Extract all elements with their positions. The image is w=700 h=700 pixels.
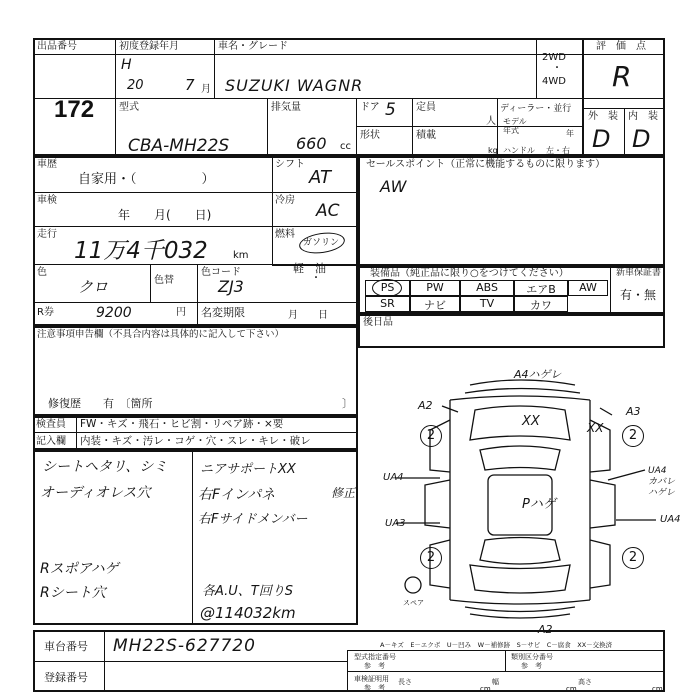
displacement-value: 660 — [296, 134, 327, 153]
diagram-mark-3: 2 — [426, 550, 436, 565]
warranty-value: 有・無 — [620, 288, 657, 302]
month-unit: 月 — [201, 84, 211, 95]
shape-label: 形状 — [360, 130, 380, 141]
capacity-label: 定員 — [416, 102, 436, 113]
equip-airbag-label: エアB — [526, 283, 556, 296]
diagram-top-note: A4ハゲレ — [514, 368, 562, 381]
color-code-value: ZJ3 — [218, 277, 244, 296]
diagram-xx-right: XX — [587, 421, 604, 435]
car-name-label: 車名・グレード — [218, 41, 288, 52]
handle-value: 左・右 — [546, 146, 570, 155]
diagram-mark-circle — [420, 425, 442, 447]
height-label: 高さ — [578, 678, 592, 686]
lot-number: 172 — [54, 96, 95, 123]
diagram-mark-2: 2 — [628, 428, 638, 443]
recycle-value: 9200 — [96, 305, 132, 321]
doors-label: ドア — [360, 102, 380, 113]
width-unit: cm — [566, 685, 577, 693]
color-change-label: 色替 — [154, 275, 174, 286]
interior-label: 内 装 — [628, 111, 658, 122]
diagram-mark-1: 2 — [426, 428, 436, 443]
note-line-3d: 修正 — [331, 486, 356, 500]
equip-aw-label: AW — [579, 281, 597, 294]
model-year-label: モデル 年式 — [503, 117, 527, 135]
inspection-label: 車検 — [37, 195, 57, 206]
handle-label: ハンドル — [503, 146, 535, 155]
first-registration-year: 20 — [127, 78, 144, 93]
inspector-legend-row1: FW・キズ・飛石・ヒビ割・リペア跡・×要 — [80, 418, 284, 430]
warranty-label: 新車保証書 — [616, 268, 662, 278]
inspection-value: 年 月( 日) — [118, 208, 212, 222]
shift-label: シフト — [275, 159, 305, 170]
category-label: 類別区分番号 — [511, 653, 553, 661]
grade-value: R — [612, 60, 632, 93]
note-line-2: オーディオレス穴 — [40, 485, 151, 501]
drive-4wd: 4WD — [542, 76, 566, 87]
dims-ref: 参 考 — [364, 684, 385, 692]
selling-points-value: AW — [380, 177, 407, 196]
length-label: 長さ — [398, 678, 412, 686]
mileage-unit: km — [233, 250, 249, 261]
diagram-a2-left: A2 — [418, 399, 433, 412]
note-line-5: Rシート穴 — [40, 585, 106, 601]
diagram-a2-bottom: A2 — [538, 623, 553, 636]
name-change-value: 月 日 — [288, 310, 328, 321]
note-line-4: Rスポアハゲ — [40, 561, 119, 577]
displacement-unit: cc — [340, 141, 351, 152]
equip-sr-label: SR — [380, 297, 395, 310]
fuel-diesel: 軽 油 — [293, 262, 326, 275]
inspector-legend-row2: 内装・キズ・汚レ・コゲ・穴・スレ・キレ・破レ — [80, 435, 311, 447]
diagram-roof-note: Pハゲ — [522, 497, 556, 512]
diagram-a3-right: A3 — [626, 405, 641, 418]
doors-value: 5 — [385, 100, 396, 120]
drive-dot: ・ — [552, 63, 562, 74]
drive-2wd: 2WD — [542, 52, 566, 63]
equip-navi-label: ナビ — [424, 299, 446, 312]
dims-label: 車検証明用 — [354, 675, 389, 683]
diagram-mark-circle — [420, 547, 442, 569]
grade-label: 評 価 点 — [596, 41, 646, 52]
car-name: SUZUKI WAGNR — [225, 76, 364, 95]
equip-tv-label: TV — [479, 297, 495, 310]
interior-grade: D — [632, 125, 651, 153]
lot-number-label: 出品番号 — [37, 41, 77, 52]
entry-label: 記入欄 — [36, 436, 66, 447]
damage-legend: A－キズ E－エクボ U－凹み W－補修跡 S－サビ C－腐食 XX－交換済 — [380, 641, 613, 649]
equip-leather-label: カワ — [530, 299, 552, 312]
diagram-mark-4: 2 — [628, 550, 638, 565]
mileage-label: 走行 — [37, 229, 57, 240]
name-change-label: 名変期限 — [201, 306, 245, 319]
mileage-value: 11万4千032 — [74, 238, 208, 264]
model-cert-ref: 参 考 — [364, 662, 385, 670]
note-line-1: シートヘタリ、シミ — [42, 459, 168, 475]
note-line-3c: 右Fサイドメンバー — [198, 512, 308, 527]
fuel-gasoline: ガソリン — [303, 238, 340, 248]
load-unit: kg — [488, 146, 498, 155]
note-line-3a: ニアサポートXX — [200, 462, 296, 477]
diagram-xx-front: XX — [522, 414, 540, 429]
registration-label: 登録番号 — [44, 671, 88, 684]
category-ref: 参 考 — [521, 662, 542, 670]
width-label: 幅 — [492, 678, 499, 686]
history-label: 車歴 — [37, 159, 57, 170]
diagram-ua4-right-2: UA4 — [660, 514, 681, 525]
color-value: クロ — [78, 278, 109, 296]
note-line-7: @114032km — [200, 604, 296, 622]
diagram-ua4-right: UA4 カバレ ハゲレ — [648, 466, 676, 498]
height-unit: cm — [652, 685, 663, 693]
first-registration-label: 初度登録年月 — [119, 41, 179, 52]
load-label: 積載 — [416, 130, 436, 141]
inspector-label: 検査員 — [36, 419, 66, 430]
length-unit: cm — [480, 685, 491, 693]
equipment-label: 装備品（純正品に限り○をつけてください） — [370, 268, 569, 279]
repair-label: 修復歴 有 〔箇所 — [48, 397, 153, 410]
selling-points-label: セールスポイント（正常に機能するものに限ります） — [366, 159, 606, 170]
first-registration-era: H — [121, 57, 132, 73]
equip-ps-label: PS — [380, 281, 395, 294]
first-registration-month: 7 — [185, 76, 195, 94]
repair-close: 〕 — [342, 397, 353, 410]
recycle-unit: 円 — [176, 307, 186, 318]
note-line-3b: 右Fインパネ — [198, 487, 276, 503]
exterior-grade: D — [592, 125, 611, 153]
model-code: CBA-MH22S — [128, 136, 230, 156]
chassis-number: MH22S-627720 — [113, 636, 256, 656]
equip-abs-label: ABS — [476, 281, 498, 294]
displacement-label: 排気量 — [271, 102, 301, 113]
diagram-mark-circle — [622, 547, 644, 569]
model-label: 型式 — [119, 102, 139, 113]
diagram-ua3-left: UA3 — [385, 518, 406, 529]
color-code-label: 色コード — [201, 267, 241, 278]
notes-label: 注意事項申告欄（不具合内容は具体的に記入して下さい） — [37, 329, 285, 340]
fuel-other: ・ — [311, 273, 321, 284]
color-label: 色 — [37, 267, 47, 278]
diagram-spare: スペア — [403, 599, 424, 607]
equip-pw-label: PW — [426, 281, 444, 294]
ac-value: AC — [316, 201, 340, 221]
note-line-6: 各A.U、T回りS — [202, 584, 293, 599]
exterior-label: 外 装 — [588, 111, 618, 122]
dealer-label: ディーラー・並行 — [500, 104, 572, 114]
diagram-mark-circle — [622, 425, 644, 447]
capacity-unit: 人 — [486, 116, 496, 127]
model-cert-label: 型式指定番号 — [354, 653, 396, 661]
model-year-unit: 年 — [566, 129, 574, 138]
fuel-label: 燃料 — [275, 229, 295, 240]
chassis-label: 車台番号 — [44, 640, 88, 653]
ac-label: 冷房 — [275, 195, 295, 206]
recycle-label: R券 — [37, 307, 54, 318]
history-value: 自家用・（ ） — [78, 172, 215, 187]
diagram-ua4-left: UA4 — [383, 472, 404, 483]
rear-items-label: 後日品 — [363, 317, 393, 328]
shift-value: AT — [309, 167, 331, 188]
